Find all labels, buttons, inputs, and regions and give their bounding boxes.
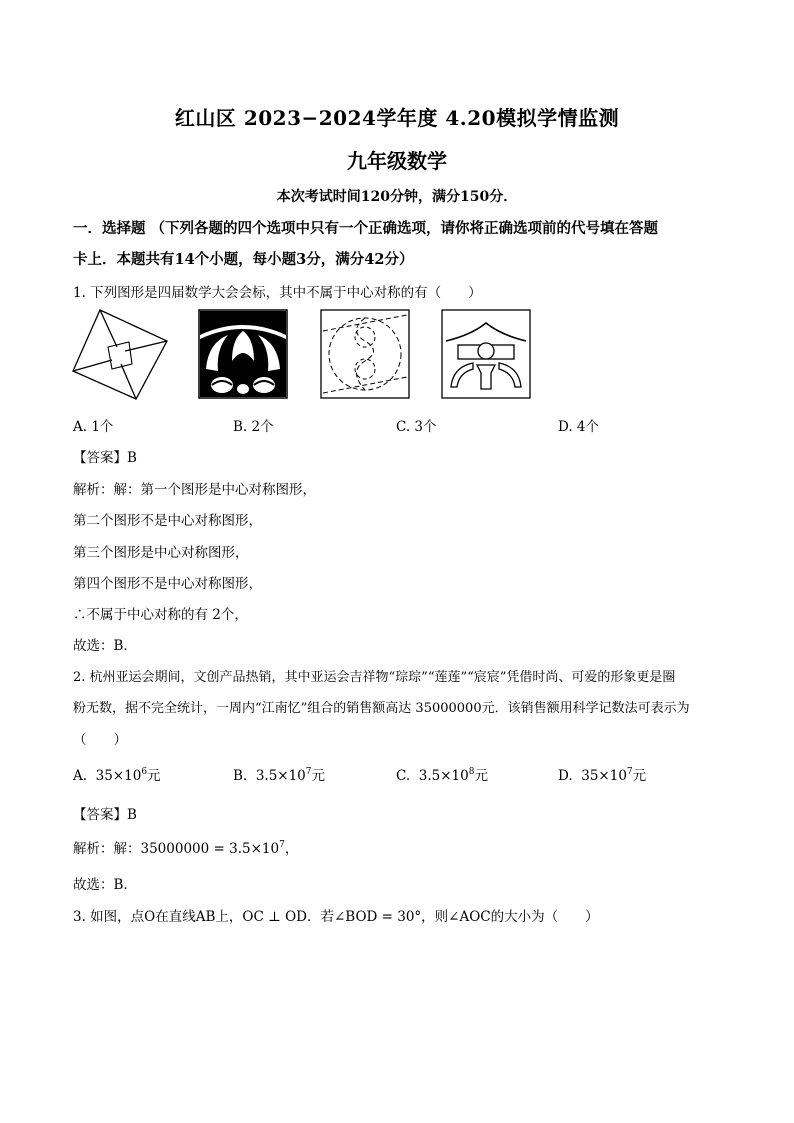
q1-explanation-line: 第二个图形不是中心对称图形， [73, 513, 262, 529]
q1-explanation-line: 故选：B． [73, 638, 137, 654]
q2-explanation-prefix: 解析：解： [73, 841, 141, 857]
q3-stem: 3. 如图，点O在直线AB上，OC ⊥ OD．若∠BOD = 30°，则∠AOC的大小为（ ） [73, 909, 599, 925]
section-heading-line-2: 卡上．本题共有14个小题，每小题3分，满分42分） [73, 251, 414, 268]
q1-option-b: B. 2个 [233, 419, 274, 435]
q2-option-a-unit: 元 [147, 768, 161, 784]
q1-explanation-line: 第三个图形是中心对称图形， [73, 545, 249, 561]
q2-option-d [558, 764, 646, 784]
q1-explanation-line: 第四个图形不是中心对称图形， [73, 576, 262, 592]
q1-option-d: D. 4个 [558, 419, 600, 435]
q2-stem-line-1: 2. 杭州亚运会期间，文创产品热销，其中亚运会吉祥物“琮琮”“莲莲”“宸宸”凭借时尚、可爱的形象更是圈 [73, 670, 676, 685]
q2-explanation-equation: 35000000 = 3.5×10 [140, 841, 280, 857]
section-heading-line-1: 一．选择题 （下列各题的四个选项中只有一个正确选项，请你将正确选项前的代号填在答题 [73, 220, 659, 237]
q2-option-c-label: C. [396, 768, 411, 784]
q1-answer: 【答案】B [73, 450, 137, 466]
q2-option-a-label: A. [73, 768, 88, 784]
q1-stem: 1. 下列图形是四届数学大会会标，其中不属于中心对称的有（ ） [73, 285, 482, 301]
q2-stem-line-3: （ ） [73, 732, 127, 748]
q1-option-a: A. 1个 [73, 419, 114, 435]
q1-explanation-line: 解析：解：第一个图形是中心对称图形， [73, 482, 316, 498]
q1-figure-2 [198, 309, 288, 399]
q2-option-c-base: 3.5×10 [418, 768, 469, 784]
q1-option-c: C. 3个 [396, 419, 437, 435]
q2-answer: 【答案】B [73, 807, 137, 823]
q2-stem-line-2: 粉无数，据不完全统计，一周内“江南忆”组合的销售额高达 35000000元．该销售额用科学记数法可表示为 [73, 701, 690, 716]
exam-info: 本次考试时间120分钟，满分150分． [276, 189, 518, 205]
q2-option-c-unit: 元 [474, 768, 488, 784]
q1-explanation-line: ∴不属于中心对称的有 2个， [73, 607, 248, 623]
exam-title: 红山区 2023−2024学年度 4.20模拟学情监测 [174, 106, 620, 130]
exam-subtitle: 九年级数学 [347, 149, 447, 173]
q2-option-b [233, 764, 325, 784]
q2-option-d-unit: 元 [632, 768, 647, 784]
q2-option-c [396, 764, 488, 784]
q1-figure-1 [72, 309, 168, 401]
q2-option-b-exp: 7 [305, 767, 312, 777]
q2-explanation-suffix: ， [284, 841, 299, 857]
q1-figure-3 [320, 309, 410, 399]
q2-option-d-exp: 7 [626, 767, 633, 777]
q2-option-d-label: D. [558, 768, 573, 784]
q2-option-b-base: 3.5×10 [255, 768, 306, 784]
q2-conclusion: 故选：B． [73, 877, 137, 893]
q2-option-b-unit: 元 [311, 768, 326, 784]
q2-option-b-label: B. [233, 768, 248, 784]
q2-explanation-exponent: 7 [279, 840, 285, 850]
q2-option-a-exp: 6 [141, 767, 148, 777]
q2-option-d-base: 35×10 [581, 768, 627, 784]
q2-option-c-exp: 8 [468, 767, 475, 777]
q2-option-a-base: 35×10 [95, 768, 142, 784]
q2-explanation [73, 837, 298, 857]
q1-figure-4 [441, 309, 531, 399]
q2-option-a [73, 764, 161, 784]
